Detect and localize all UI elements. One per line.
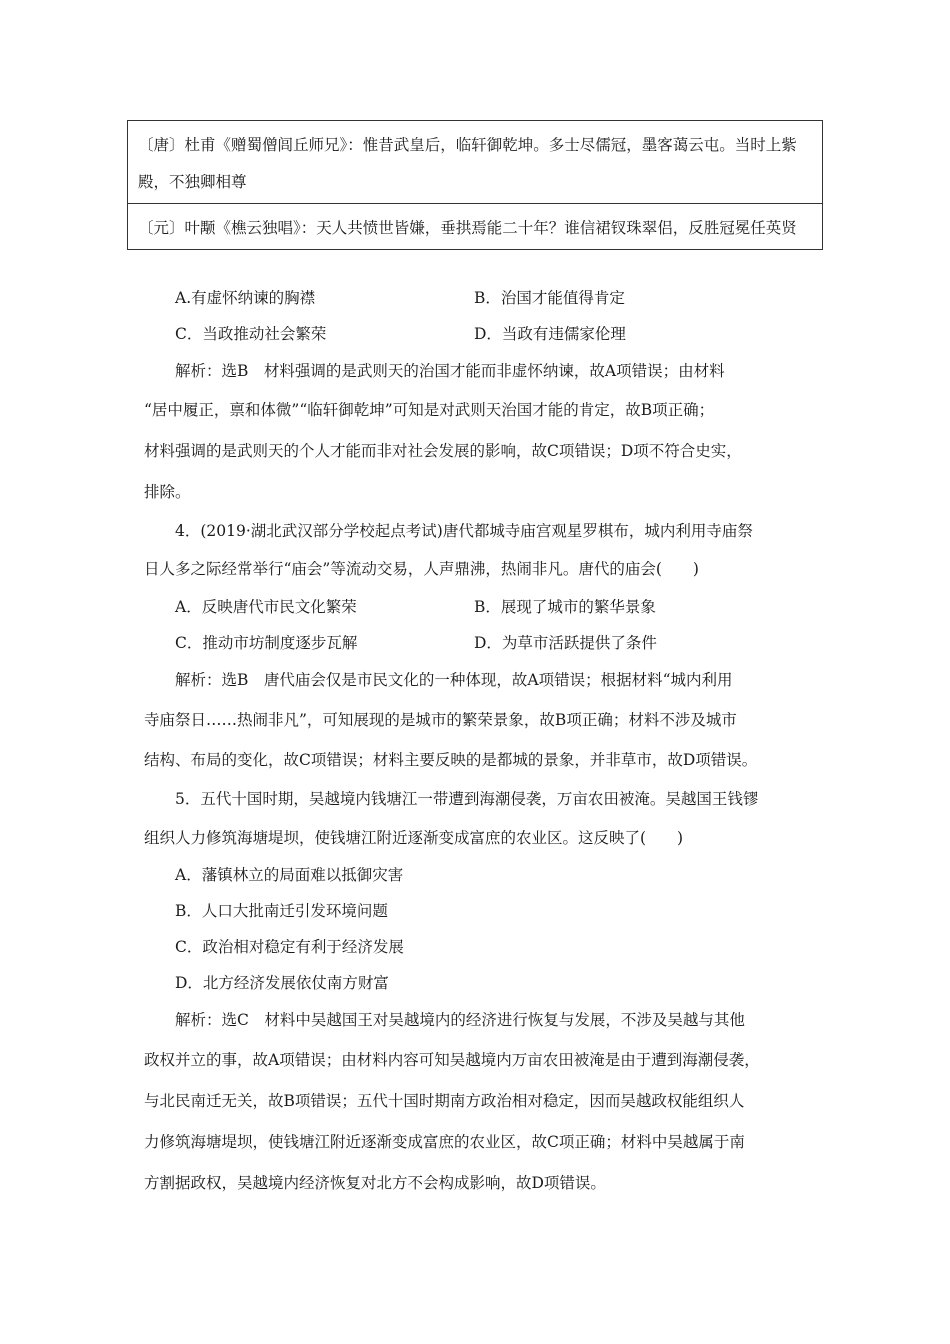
q5-option-c: C．政治相对稳定有利于经济发展 <box>175 938 404 956</box>
q3-option-b: B．治国才能值得肯定 <box>474 289 625 307</box>
q3-analysis-line: 排除。 <box>144 483 191 501</box>
q4-stem-line: 日人多之际经常举行“庙会”等流动交易，人声鼎沸，热闹非凡。唐代的庙会( ) <box>144 560 699 578</box>
q5-stem-line: 组织人力修筑海塘堤坝，使钱塘江附近逐渐变成富庶的农业区。这反映了( ) <box>144 829 684 847</box>
quote-table <box>127 120 823 250</box>
q4-option-a: A．反映唐代市民文化繁荣 <box>175 598 357 616</box>
q4-analysis-line: 结构、布局的变化，故C项错误；材料主要反映的是都城的景象，并非草市，故D项错误。 <box>144 751 758 769</box>
q4-analysis-line: 寺庙祭日……热闹非凡”，可知展现的是城市的繁荣景象，故B项正确；材料不涉及城市 <box>144 711 737 729</box>
q3-option-c: C．当政推动社会繁荣 <box>175 325 327 343</box>
q5-option-b: B．人口大批南迁引发环境问题 <box>175 902 388 920</box>
q5-option-a: A．藩镇林立的局面难以抵御灾害 <box>175 866 404 884</box>
quote-ye-yong: 〔元〕叶颙《樵云独唱》：天人共愤世皆嫌，垂拱焉能二十年？谁信裙钗珠翠侣，反胜冠冕任英贤 <box>128 203 822 249</box>
q4-analysis-line: 解析：选B 唐代庙会仅是市民文化的一种体现，故A项错误；根据材料“城内利用 <box>175 671 733 689</box>
q5-analysis-line: 与北民南迁无关，故B项错误；五代十国时期南方政治相对稳定，因而吴越政权能组织人 <box>144 1092 745 1110</box>
q3-analysis-line: “居中履正，禀和体微”“临轩御乾坤”可知是对武则天治国才能的肯定，故B项正确； <box>144 401 715 419</box>
q4-option-d: D．为草市活跃提供了条件 <box>474 634 657 652</box>
q5-stem-line: 5．五代十国时期，吴越境内钱塘江一带遭到海潮侵袭，万亩农田被淹。吴越国王钱镠 <box>175 790 759 808</box>
q5-analysis-line: 方割据政权，吴越境内经济恢复对北方不会构成影响，故D项错误。 <box>144 1174 606 1192</box>
q3-option-a: A.有虚怀纳谏的胸襟 <box>175 289 316 307</box>
q5-analysis-line: 力修筑海塘堤坝，使钱塘江附近逐渐变成富庶的农业区，故C项正确；材料中吴越属于南 <box>144 1133 745 1151</box>
q4-stem-line: 4．(2019·湖北武汉部分学校起点考试)唐代都城寺庙宫观星罗棋布，城内利用寺庙祭 <box>175 522 753 540</box>
q3-analysis-line: 解析：选B 材料强调的是武则天的治国才能而非虚怀纳谏，故A项错误；由材料 <box>175 362 725 380</box>
q5-analysis-line: 政权并立的事，故A项错误；由材料内容可知吴越境内万亩农田被淹是由于遭到海潮侵袭， <box>144 1051 760 1069</box>
q5-option-d: D．北方经济发展依仗南方财富 <box>175 974 389 992</box>
q4-option-c: C．推动市坊制度逐步瓦解 <box>175 634 358 652</box>
quote-du-fu: 〔唐〕杜甫《赠蜀僧闾丘师兄》：惟昔武皇后，临轩御乾坤。多士尽儒冠，墨客蔼云屯。当时上紫殿，不独卿相尊 <box>138 136 797 191</box>
q3-analysis-line: 材料强调的是武则天的个人才能而非对社会发展的影响，故C项错误；D项不符合史实， <box>144 442 742 460</box>
q3-option-d: D．当政有违儒家伦理 <box>474 325 626 343</box>
q4-option-b: B．展现了城市的繁华景象 <box>474 598 656 616</box>
q5-analysis-line: 解析：选C 材料中吴越国王对吴越境内的经济进行恢复与发展，不涉及吴越与其他 <box>175 1011 745 1029</box>
